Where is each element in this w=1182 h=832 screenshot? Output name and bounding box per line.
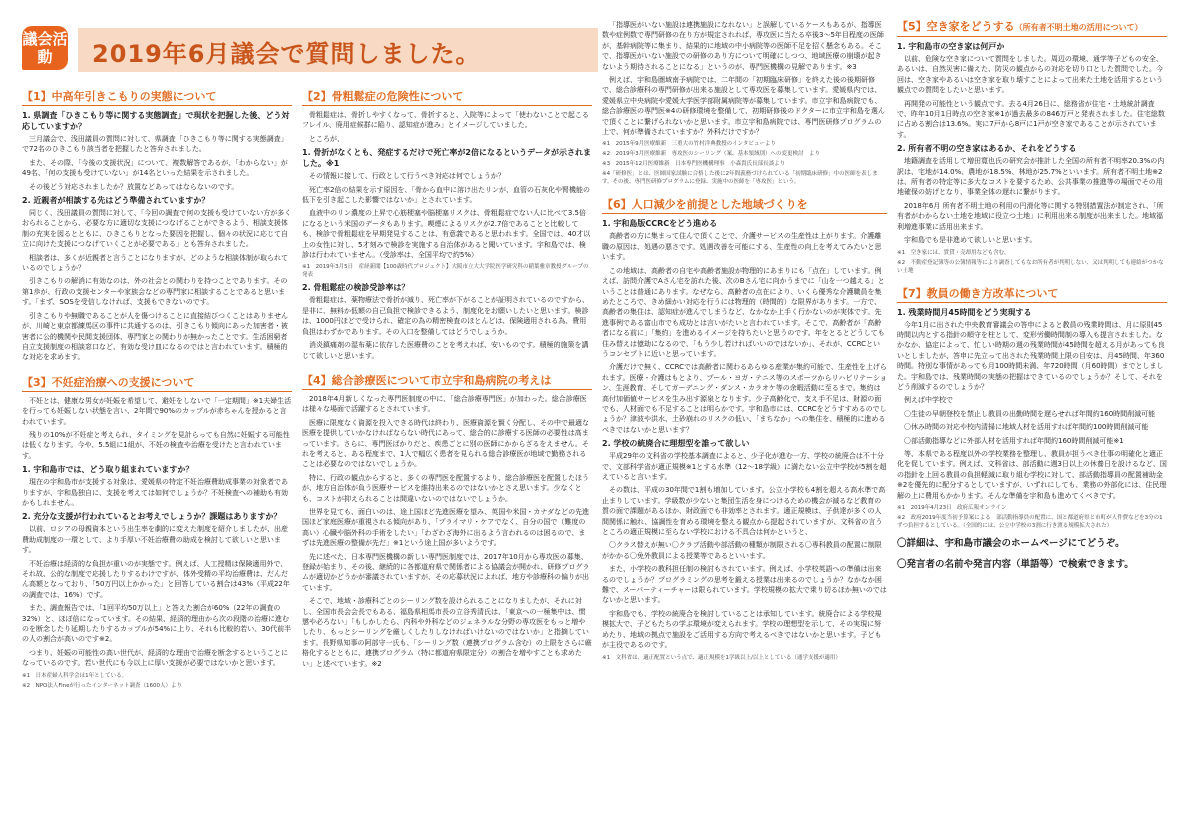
footnote: ※1 日本産婦人科学会は1年としている。 xyxy=(22,672,128,679)
footnote: ※1 空き家には、賃貸・売却用なども含む。 xyxy=(897,249,1010,256)
paragraph: 同じく、浅田議員の質問に対して、「今回の調査で何の支援も受けていない方が多くおられることから、必要な方に適切な支援につなげることができるよう、相談支援体制の充実を図るとともに、ひきこもりとなった要因を把握し、個々の状況に応じて自立に向けた支援につなげていくことが必要である」とも答弁されました。 xyxy=(22,209,292,249)
paragraph: 先に述べた、日本専門医機構の新しい専門医制度では、2017年10月から専攻医の募集、登録が始まり、その後、継続的に各都道府県で関係者による協議会が開かれ、研修プログラムが適切かどうかが審議されていますが、その応募状況によれば、地方や診療科の偏りが出ています。 xyxy=(302,552,590,592)
section-1-title: 【1】中高年引きこもりの実態について xyxy=(22,90,292,106)
section-7-title: 【7】教員の働き方改革について xyxy=(897,287,1167,303)
section-2-question-1: 1. 骨折がなくとも、発症するだけで死亡率が2倍になるというデータが示されました。※1 xyxy=(302,148,591,169)
paragraph: 相談者は、多くが近親者と言うことになりますが、どのような相談体制が取られているのでしょうか？ xyxy=(22,253,288,273)
section-1-question-2: 2. 近親者が相談する先はどう準備されていますか？ xyxy=(22,196,210,206)
paragraph: 以前、危険な空き家について質問をしました。周辺の環境、通学等子どもの安全、あるいは、自然災害に備えた、防災の観点からの対応を切り口とした質問でした。今回は、空き家やあるいは空き家を取り壊すことによって出来た土地を活用するという観点での質問をしたいと思います。 xyxy=(897,55,1163,95)
paragraph: 例えば、宇和島圏域南予病院では、二年間の「初期臨床研修」を終えた後の後期研修で、総合診療科の専門研修が出来る施設として専攻医を募集しています。愛媛県内では、愛媛県立中央病院や愛媛大学医学部附属病院等が募集しています。市立宇和島病院でも、総合診療医の専門医※4の研修環境を整備して、初期研修後のドクターに市立宇和島を選んで頂くことに繋げられないかと思います。市立宇和島病院では、専門医研修プログラムの上で、何が準備されていますか？外科だけですか？ xyxy=(602,76,885,137)
closing-note-2: 〇発言者の名前や発言内容（単語等）で検索できます。 xyxy=(897,559,1134,570)
section-5-title xyxy=(897,20,1167,37)
section-5-question-1: 1. 宇和島市の空き家は何戸か xyxy=(897,42,1005,51)
column-3 xyxy=(602,20,887,825)
footnote: ※1 2015年9月医療維新 三重大の竹村洋典教授のインタビューより xyxy=(602,141,776,148)
paragraph: 不妊治療は経済的な負担が重いのが実態です。例えば、人工授精は保険適用外で、それ故、公的な制度で応援したりするわけですが、体外受精の平均治療費は、だんだん高額となっており、「50万円以上かかった」と回答している割合は43%（平成22年の調査では、16%）です。 xyxy=(22,559,290,599)
column-2 xyxy=(302,90,592,825)
paragraph: その数は、平成の30年間で1割も増加しています。公立小学校も4割を超える高水準で高止まりしています。学級数が少ないと集団生活を身につけるための機会が減るなど教育の質の面で課題があるほか、財政面でも非効率とされます。適正規模は、子供達が多くの人間関係に触れ、協調性を育める環境を整える観点から提起されていますが、文科省の言うところの適正規模に至らない学校における不具合は何かというと、 xyxy=(602,486,886,537)
page-title: 2019年6月議会で質問しました。 xyxy=(92,40,481,68)
footnote: ※1 2019年3月5日 産経新聞【100歳時代プロジェクト】大阪市立大大学院医学研究科の稲葉雅章教授グループの発表 xyxy=(302,264,589,279)
paragraph: つまり、妊娠の可能性の高い世代が、経済的な理由で治療を断念するということになっているのです。若い世代にも今以上に厚い支援が必要ではないかと思います。 xyxy=(22,648,288,668)
paragraph: ところが、 xyxy=(309,134,344,143)
paragraph: そこで、地域・診療科ごとのシーリング数を設けられることになりましたが、それに対し、全国市長会会長でもある、福島県相馬市長の立谷秀清氏は、「東京への一極集中は、惯懲や必ろない」「もしかしたら、内科や外科などのジェネラルな分野の専攻医をもっと増やしたり、もっとシーリングを厳しくしたりしなければいけないのではないか」と指摘しています。長野県知事の阿部守一氏も、「シーリング数（連携プログラム含む）の上限をさらに厳格化するとともに、連携プログラム（特に都道府県限定分）の割合を増やすことも求めたい」と述べています。※2 xyxy=(302,597,592,668)
paragraph: 不妊とは、健康な男女が妊娠を希望して、避妊をしないで「一定期間」※1夫婦生活を行っても妊娠しない状態を言い、2年間で90%のカップルが赤ちゃんを授かると言われています。 xyxy=(22,396,292,426)
paragraph: 宇和島でも是非進めて欲しいと思います。 xyxy=(904,236,1037,245)
paragraph: 死亡率2倍の結果を示す原因を、「骨から血中に溶け出たリンが、血管の石灰化や腎機能の低下を引き起こした影響ではないか」とされています。 xyxy=(302,185,590,205)
section-4-title: 【4】総合診療医について市立宇和島病院の考えは xyxy=(302,374,592,390)
section-1-question-1: 1. 県調査「ひきこもり等に関する実態調査」で現状を把握した後、どう対応していますか？ xyxy=(22,111,290,131)
list-item: 〇部活動指導などに外部人材を活用すれば年間約160時間削減可能※1 xyxy=(904,436,1124,445)
paragraph: 残りの10%が不妊症と考えられ、タイミングを見計らっても自然に妊娠する可能性は低くなります。今や、5.5組に1組が、不妊の検査や治療を受けたと言われています。 xyxy=(22,430,290,460)
column-4 xyxy=(897,20,1167,825)
footnote: ※3 2015年12月医療維新 日本専門医機構理事 小森貴氏長部長談より xyxy=(602,161,786,168)
list-item: 〇休み時間の対応や校内清掃に地域人材を活用すれば年間約100時間削減可能 xyxy=(904,423,1149,432)
footnote: ※2 NPO法人Fineが行ったインターネット調査（1600人）より xyxy=(22,682,183,689)
paragraph: 特に、行政の観点からすると、多くの専門医を配置するより、総合診療医を配置したほうが、地方自治体が負う医療サービスを維持出来るのではないかとさえ思います。少なくとも、コストが抑えられることは間違いないのではないでしょうか。 xyxy=(302,473,589,503)
paragraph: 〇クラス替えが無い〇クラブ活動や部活動の種類が制限される〇専科教員の配置に制限がかかる〇免外教員による授業等であるといいます。 xyxy=(602,541,882,560)
paragraph: 介護だけで無く、CCRCでは高齢者に関わるあらゆる産業が集約可能で、生産性を上げられます。医療・介護はもとより、プール・ヨガ・テニス等のスポーツからリハビリテーション、生涯教育、そしてガーデニング・ダンス・カラオケ等の余暇活動に至るまで。集約は高付加価値サービスを生み出す源泉となります。少子高齢化で、支え手不足は、財源の面でも、人材面でも不足することは明らかです。宇和島市には、CCRCをどうすすめるのでしょうか？津波や洪水、土砂崩れのリスクの低い、「まちなか」への集住を、積極的に進めるべきではないかと思います？ xyxy=(602,363,887,434)
paragraph: 以前、ロシアの母親資本という出生率を劇的に変えた制度を紹介しましたが、出産費助成制度の一環として、より手厚い不妊治療費の助成を検討して欲しいと思います。 xyxy=(22,525,288,555)
paragraph: また、小学校の教科担任制の検討もされています。例えば、小学校英語への準備は出来るのでしょうか？プログラミングの思考を鍛える授業は出来るのでしょうか？なかなか困難で、スーパーティーチャーは限られています。学校規模の拡大で乗り切るほか無いのではないかと思います。 xyxy=(602,565,887,605)
footnote: ※2 2019年3月医療維新 専攻医のシーリング（案、基本領域別）への変更検討 より xyxy=(602,151,820,158)
paragraph: 骨粗鬆症は、骨折しやすくなって、骨折すると、入院等によって「使わないことで起こるフレイル、廃用症候群に陥り、認知症が進み」とイメージしていました。 xyxy=(302,111,589,130)
footnote: ※2 不動産登記簿等の公簿情報等により調査してもなお所有者が判明しない、又は判明しても連絡がつかない土地 xyxy=(897,259,1164,274)
paragraph: 血液中のリン濃度の上昇で心筋梗塞や脳梗塞リスクは、骨粗鬆症でない人に比べて3.5倍になるという米国のデータもあります。喫煙によるリスクが2.7倍であることと比較しても、検診で骨粗鬆症を早期発見することは、有意義であると思われます。全国では、40才以上の女性に対し、5才刻みで検診を実施する自治体があると聞いています。宇和島では、検診は行われていません。（受診率は、全国平均で約5%） xyxy=(302,209,591,260)
section-3-title: 【3】不妊症治療への支援について xyxy=(22,376,292,392)
paragraph: 引きこもりの解消に有効なのは、外の社会との関わりを持つことであります。その第1歩が、行政の支援センターや家族会などの専門家に相談することであると思います。「まず、SOSを受信しなければ、支援もできないのです。 xyxy=(22,277,288,307)
section-3-question-1: 1. 宇和島市では、どう取り組まれていますか？ xyxy=(22,465,194,475)
paragraph: 「指導医がいない施設は連携施設になれない」と誤解しているケースもあるが、指導医数や症例数で専門研修の在り方が規定されれば、専攻医に当たる卒後3〜5年目程度の医師が、基幹病院等に集まり、結果的に地域の中小病院等の医師不足を招く懸念もある。そこで、指導医がいない施設での研修のあり方について明確にしつつ、地域医療の崩壊が起きないよう期待されることになる」というのが、専門医機構の見解であります。※3 xyxy=(602,21,884,71)
section-2-question-2: 2. 骨粗鬆症の検診受診率は？ xyxy=(302,283,410,293)
section-6-question-2: 2. 学校の統廃合に理想型を誰って欲しい xyxy=(602,439,750,449)
paragraph: 再開発の可能性という観点です。去る4月26日に、総務省が住宅・土地統計調査で、昨年10月1日時点の空き家※1が過去最多の846万戸と発表されました。住宅総数に占める割合は13.6%。実に7戸から8戸に1戸が空き家であることが示されています。 xyxy=(897,99,1165,139)
section-7-question-1: 1. 残業時間月45時間をどう実現する xyxy=(897,307,1032,317)
section-5-question-2: 2. 所有者不明の空き家はあるか、それをどうする xyxy=(897,144,1077,154)
paragraph: 引きこもりや無職であることが人を傷つけることに直接結びつくことはありませんが、川崎と東京都練馬区の事件に共通するのは、引きこもり傾向にあった加害者・被害者に公的機関や民間支援団体、専門家との関わりが無かったことです。生活困窮者自立支援制度の相談窓口など、有効な受け皿になるのではと言われています。積極的な対応を求めます。 xyxy=(22,311,288,362)
section-2-title: 【2】骨粗鬆症の危険性について xyxy=(302,90,592,106)
paragraph: 高齢者の方に集まって住んで頂くことで、介護サービスの生産性は上がります。介護離職の原因は、処遇の悪さです。処遇改善を可能にする、生産性の向上を考えてみたいと思います。 xyxy=(602,232,882,262)
paragraph: また、調査報告では、「1回平均50万以上」と答えた割合が60%（22年の調査の32%）と、ほぼ倍になっています。その結果、経済的理由から次の段階の治療に進むのを断念したり延期したりするカップルが54%に上り、それも比較的若い、30代前半の人の割合が高いのです※2。 xyxy=(22,604,292,644)
paragraph: 地籍調査を活用して増田寛也氏の研究会が推計した全国の所有者不明率20.3%の内訳は、宅地が14.0%、農地が18.5%、林地が25.7%といいます。所有者不明土地※2は、所有者の特定等に多大なコストを要するため、公共事業の推進等の場面でその用地確保の妨げとなり、事業全体の遅れに繋がります。 xyxy=(897,157,1165,197)
section-3-question-2: 2. 充分な支援が行われているとお考えでしょうか？課題はありますか？ xyxy=(22,512,282,522)
paragraph: 2018年6月 所有者不明土地の利用の円滑化等に関する特別措置法が制定され、「所有者がわからない土地を地域に役立つ土地」に利用出来る制度が出来ました。地域福利増進事業に活用出来ます。 xyxy=(897,201,1164,231)
paragraph: 平成29年の文科省の学校基本調査によると、少子化が進む一方、学校の統廃合は不十分で、文部科学省が適正規模※1とする水準（12〜18学級）に満たない公立中学校が5割を超えていると言います。 xyxy=(602,452,887,481)
footnote: ※2 政府2019年度当初予算案による 部活動指導員の配置に、国と都道府県と市町が人件費などを3分の1ずつ負担するとしている。（全国的には、公立中学校の3割に行き渡る規模拡大された） xyxy=(897,515,1163,529)
paragraph: 例えば中学校で xyxy=(904,396,953,405)
paragraph: 等、本県である程度以外の学校業務を整理し、教員が担うべき仕事の明確化と適正化を促しています。例えば、文科省は、部活動に週3日以上の休養日を設けるなど、国の指針を上回る教員の負担軽減に取り組む学校に対して、部活動指導員の配置補助金※2を優先的に配分するとしていますが、いずれにしても、業務の外部化には、住民理解の上に費用もかかります。そんな準備を宇和島も進めてくべきです。 xyxy=(897,449,1167,500)
paragraph: 三月議会で、浅田議員の質問に対して、県調査「ひきこもり等に関する実態調査」で72名のひきこもり該当者を把握したと答弁されました。 xyxy=(22,135,288,154)
footnote: ※1 文科省は、適正配置という点で、適正規模を1学級以上/以上としている（通学支援が適用） xyxy=(602,654,841,661)
footnote: ※4「研修医」とは、医師国家試験に合格した後に2年間義務づけられている「初期臨床研修」中の医師を表します。その後、専門医研修プログラムに登録、実施中の医師を「専攻医」という。 xyxy=(602,171,878,186)
council-activity-badge xyxy=(22,26,68,70)
paragraph: 宇和島でも、学校の統廃合を検討していることは承知しています。統廃合による学校規模拡大で、子どもたちの学ぶ環境が変えられます。学校の理想型を示して、その実現に努めたり、地域の拠点で施設をご活用する方向で考えるべきではないかと思います。子どもが主役であるのです。 xyxy=(602,609,882,650)
paragraph: この地域は、高齢者の自宅や高齢者施設が物理的にあまりにも「点在」しています。例えば、訪問介護でAさん宅を訪れた後、次のBさん宅に向かうまでに「山を一つ越える」ということは普通にあります。なぜなら、高齢者の点在により、いくら優秀な介護職員を集めたところで、きめ細かい対応を行うには物理的（時間的）な限界があります。一方で、高齢者の集住は、認知症が進んでしまうなど、なかなか上手く行かないのが実体です。先進事例である富山市でも成功とは言いがたいと言われています。そこで、高齢者が「高齢者になる前に」「集約」を進めるイメージを持ちたいと思うのです。年をとるとどうしても住み替えは億劫になるので、「もう少し若ければいいのではないか」、それが、CCRCというコンセプトに近いと思っています。 xyxy=(602,266,885,358)
paragraph: 医療に限度なく資源を投入できる時代は終わり、医療資源を賢く分配し、その中で最適な医療を提供していかなければならない時代にあって、総合的に診療する医師の必要性は高まっています。さらに、専門医ばかりだと、疾患ごとに別の医師にかからざるをえません。それを考えると、ある程度まで、1人で幅広く患者を見られる総合診療医が地域で勤務されることは必要なのではないでしょうか。 xyxy=(302,418,589,469)
paragraph: その後どう対応されましたか？放置などあってはならないのです。 xyxy=(29,182,239,191)
section-6-question-1: 1. 宇和島版CCRCをどう進める xyxy=(602,219,718,229)
column-1 xyxy=(22,90,292,825)
paragraph: 世界を見ても、面白いのは、途上国ほど先進医療を望み、英国や米国・カナダなどの先進国ほど家庭医療が重視される傾向があり、「プライマリ・ケアでなく、自分の国で（難度の高い）心臓や脳外科の手術をしたい」「わざわざ海外に出るよう言われるのは困るので、まずは先進医療の整備が先だ」※1という途上国が多いようです。 xyxy=(302,507,590,548)
paragraph: 今年1月に出された中央教育審議会の答申によると教員の残業時間は、月に原則45時間以内とする指針の順守を柱として、変形労働時間制の導入も提言されました。なかなか、協定によって、忙しい時期の週の残業時間が45時間を超える月があっても良いとしましたが、答申に先立って出された残業時間上限の目安は、月45時間、年360時間。特別な事情があっても月100時間未満、年720時間（月60時間）までとしました。宇和島では、残業時間の実態の把握はできているのでしょうか？そして、それをどう削減するのでしょうか？ xyxy=(897,320,1165,391)
paragraph: 2018年4月新しくなった専門医制度の中に、「総合診療専門医」が加わった。総合診療医は様々な場面で活躍するとされています。 xyxy=(302,394,587,414)
section-5-subtitle: （所有者不明土地の活用について） xyxy=(1014,23,1143,32)
paragraph: また、その際、「今後の支援状況」について、複数解答であるが、「わからない」が49名、「何の支援も受けていない」が14名といった結果を示されました。 xyxy=(22,158,288,178)
section-5-title-text: 【5】空き家をどうする xyxy=(897,20,1015,33)
paragraph: 消炎鎮痛剤の湿布薬に依存した医療費のことを考えれば、安いものです。積極的施策を講じて欲しいと思います。 xyxy=(302,341,589,360)
list-item: 〇生徒の早朝登校を禁止し教員の出勤時間を遅らせれば年間約160時間削減可能 xyxy=(904,409,1156,418)
paragraph: その情報に接して、行政として行うべき対応は何でしょうか？ xyxy=(309,172,505,181)
section-6-title: 【6】人口減少を前提とした地域づくりを xyxy=(602,198,887,214)
closing-note-1: 〇詳細は、宇和島市議会のホームページにてどうぞ。 xyxy=(897,538,1125,549)
paragraph: 現在の宇和島市が支援する対象は、愛媛県の特定不妊治療費助成事業の対象者でありますが、宇和島独自に、支援を考えては如何でしょうか？不妊検査への補助も有効かもしれません。 xyxy=(22,478,288,507)
badge-label: 議会活動 xyxy=(22,30,68,66)
footnote: ※1 2019年4月23日 政府広報オンライン xyxy=(897,505,1007,511)
paragraph: 骨粗鬆症は、薬物療法で骨折が減り、死亡率が下がることが証明されているのですから、是非に、無料か低額の自己負担で検診できるよう、制度化をお願いしたいと思います。検診は、1000円ほどで受けられ、確定の為の精密検査のほとんどは、保険適用される為、費用負担はわずかであります。その入口を整備してはどうでしょうか。 xyxy=(302,296,589,336)
